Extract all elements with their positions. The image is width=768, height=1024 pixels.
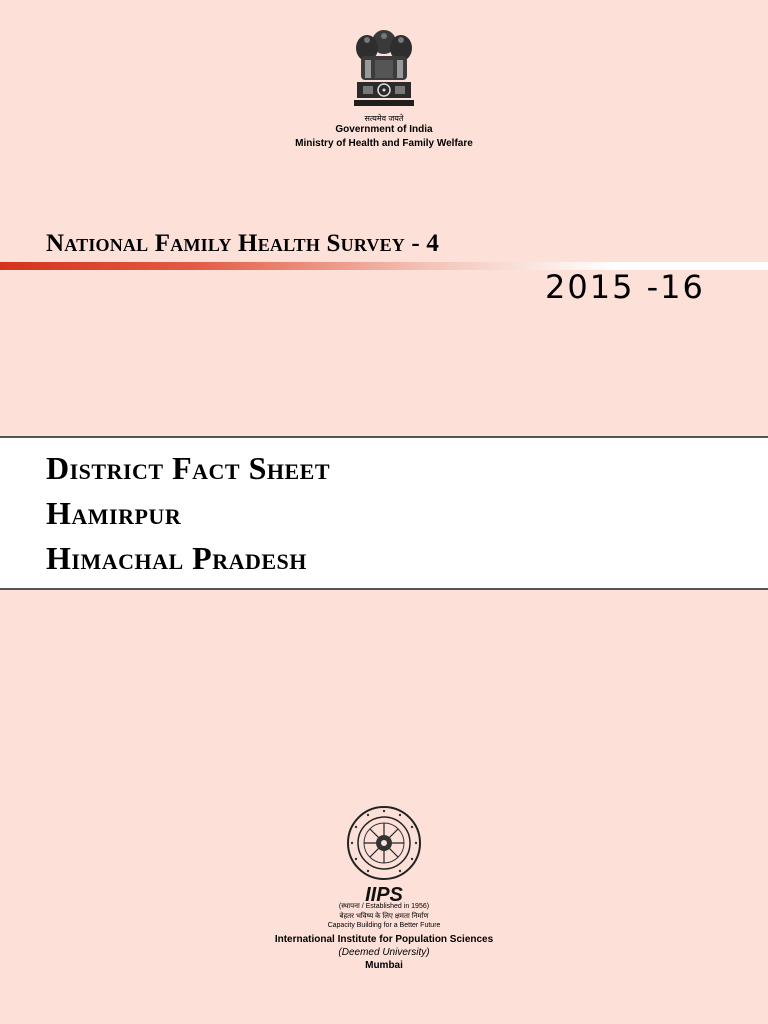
fact-sheet-band: [0, 436, 768, 590]
emblem-motto: सत्यमेव जयते: [364, 114, 404, 123]
institute-city: Mumbai: [365, 960, 403, 971]
government-title: Government of India: [335, 124, 433, 135]
institute-name: International Institute for Population Sciences: [274, 934, 494, 945]
ministry-name: Ministry of Health and Family Welfare: [295, 138, 473, 149]
fact-sheet-title: District Fact Sheet: [46, 450, 331, 486]
iips-tagline-hindi: बेहतर भविष्य के लिए क्षमता निर्माण: [339, 913, 429, 920]
national-emblem: [334, 26, 434, 124]
iips-tagline: Capacity Building for a Better Future: [327, 922, 441, 929]
iips-established: (स्थापना / Established in 1956): [338, 903, 430, 910]
iips-logo: [330, 805, 438, 910]
survey-year: 2015 -16: [545, 268, 705, 306]
institute-status: (Deemed University): [338, 947, 430, 958]
state-name: Himachal Pradesh: [46, 540, 307, 576]
iips-seal-icon: [330, 805, 438, 905]
district-name: Hamirpur: [46, 495, 182, 531]
lion-capital-icon: [351, 26, 417, 110]
survey-title: National Family Health Survey - 4: [46, 230, 440, 257]
iips-wordmark: IIPS: [365, 884, 403, 905]
